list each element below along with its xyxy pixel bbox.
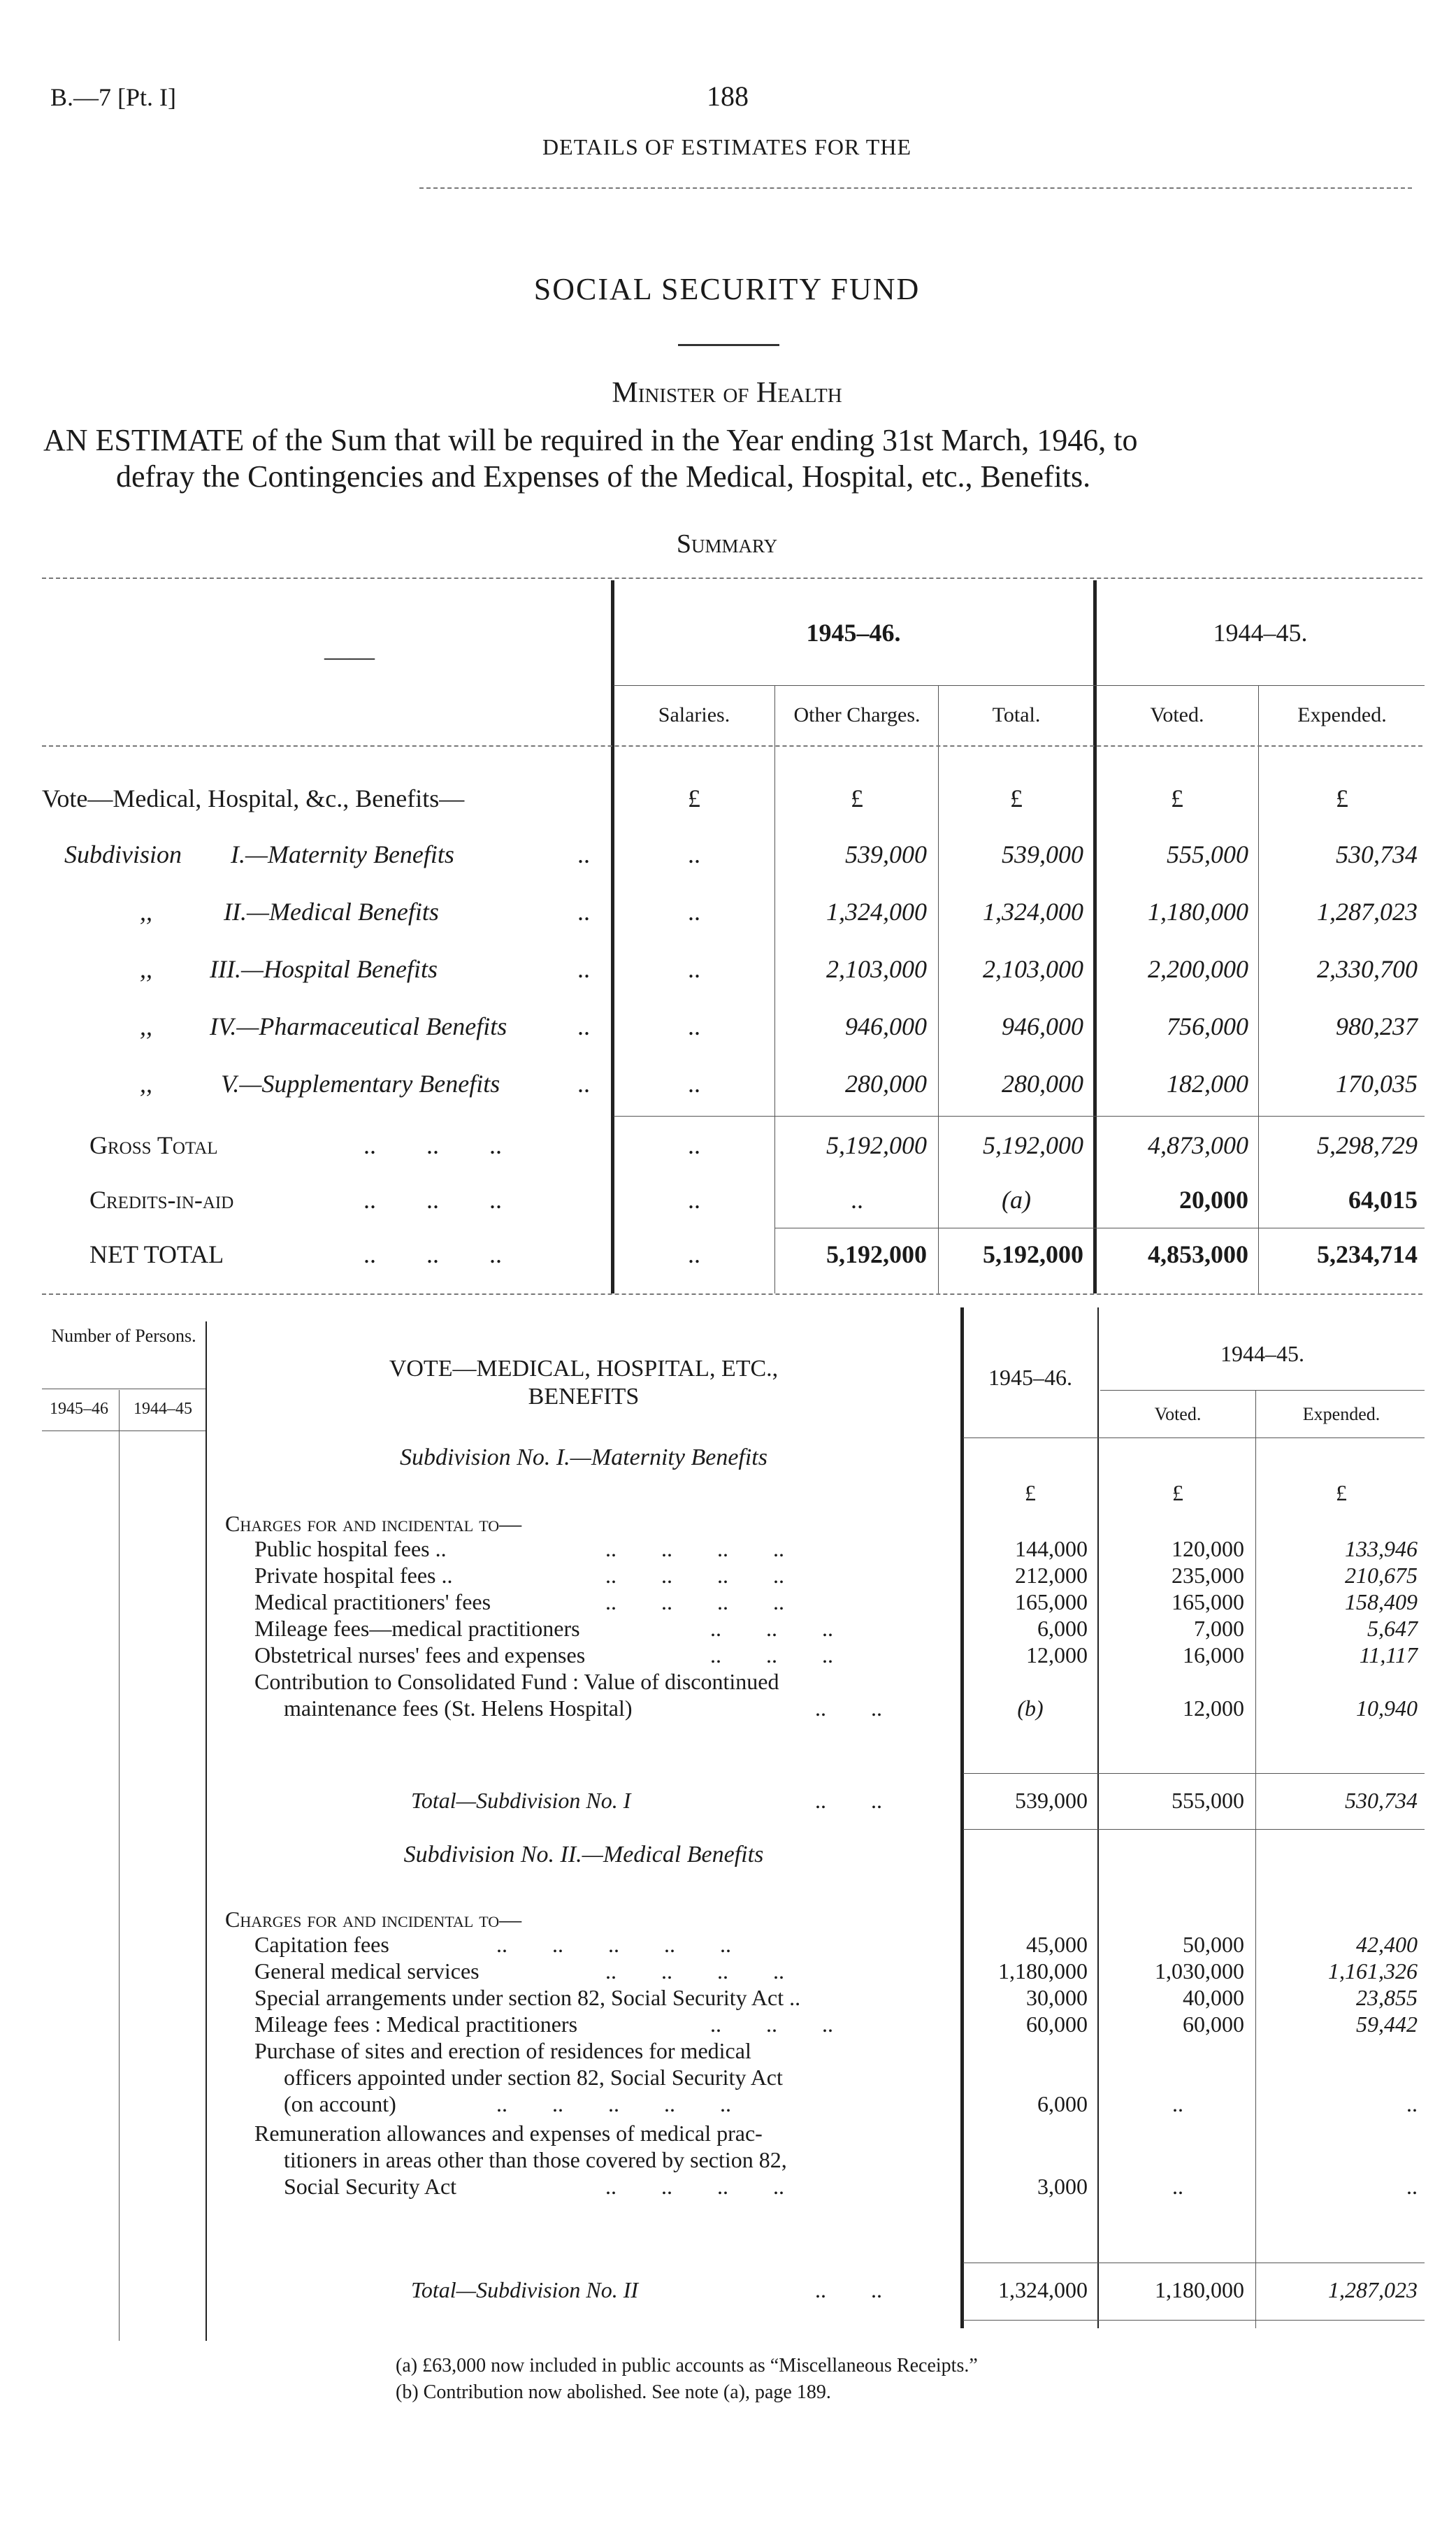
detail-remun-voted: .. bbox=[1172, 2174, 1183, 2199]
summary-net-dots: .. .. .. bbox=[363, 1240, 502, 1268]
detail-item-expended: 11,117 bbox=[1359, 1642, 1418, 1668]
title-rule bbox=[678, 344, 779, 346]
detail-item-label: Obstetrical nurses' fees and expenses bbox=[254, 1642, 586, 1668]
summary-row-salaries: .. bbox=[688, 898, 700, 926]
summary-row-voted: 756,000 bbox=[1167, 1012, 1248, 1040]
detail-remun-dots: .. .. .. .. bbox=[605, 2174, 784, 2199]
detail-item-voted: 40,000 bbox=[1183, 1985, 1244, 2010]
summary-row-voted: 1,180,000 bbox=[1148, 898, 1248, 926]
summary-row-expended: 530,734 bbox=[1336, 840, 1418, 868]
summary-col-total: Total. bbox=[992, 703, 1041, 726]
summary-row-salaries: .. bbox=[688, 1070, 700, 1098]
summary-row-other: 1,324,000 bbox=[826, 898, 927, 926]
detail-persons-heading: Number of Persons. bbox=[51, 1326, 196, 1346]
summary-vline-expended bbox=[1258, 685, 1259, 1293]
summary-col-1945: 1945–46. bbox=[806, 619, 901, 647]
summary-row-label: III.—Hospital Benefits bbox=[210, 955, 438, 983]
detail-sub2-bottom-rule bbox=[963, 2320, 1425, 2321]
detail-item-expended: 42,400 bbox=[1356, 1932, 1418, 1957]
summary-col-expended: Expended. bbox=[1297, 703, 1387, 726]
detail-year-rule bbox=[1100, 1390, 1425, 1391]
summary-row-label: V.—Supplementary Benefits bbox=[221, 1070, 500, 1098]
summary-row-expended: 1,287,023 bbox=[1317, 898, 1418, 926]
detail-item-dots: .. .. .. .. bbox=[605, 1536, 784, 1561]
detail-vote-title-1: VOTE—MEDICAL, HOSPITAL, ETC., bbox=[389, 1356, 779, 1382]
summary-stub-dash: —— bbox=[324, 643, 375, 671]
summary-gross-label: Gross Total bbox=[89, 1131, 218, 1159]
detail-sub1-charges: Charges for and incidental to— bbox=[225, 1511, 522, 1536]
detail-item-label: Capitation fees bbox=[254, 1932, 389, 1957]
summary-col-voted: Voted. bbox=[1150, 703, 1204, 726]
summary-gross-voted: 4,873,000 bbox=[1148, 1131, 1248, 1159]
detail-sub2-total-current: 1,324,000 bbox=[998, 2277, 1088, 2302]
detail-vote-title-2: BENEFITS bbox=[528, 1384, 640, 1410]
summary-row-dots: .. bbox=[577, 1070, 590, 1098]
detail-contrib-line-1: Contribution to Consolidated Fund : Value of discontinued bbox=[254, 1669, 779, 1694]
detail-purchase-current: 6,000 bbox=[1037, 2091, 1088, 2116]
detail-persons-1945: 1945–46 bbox=[50, 1400, 108, 1418]
detail-sub2-total-dots: .. .. bbox=[815, 2277, 882, 2302]
detail-remun-expended: .. bbox=[1406, 2174, 1418, 2199]
summary-row-label: II.—Medical Benefits bbox=[224, 898, 439, 926]
summary-col-1944: 1944–45. bbox=[1213, 619, 1308, 647]
detail-sub1-total-expended: 530,734 bbox=[1345, 1788, 1418, 1813]
detail-col-1945: 1945–46. bbox=[988, 1365, 1072, 1390]
detail-sub1-title: Subdivision No. I.—Maternity Benefits bbox=[400, 1444, 767, 1470]
detail-item-dots: .. .. .. bbox=[710, 2012, 833, 2037]
summary-net-salaries: .. bbox=[688, 1240, 700, 1268]
detail-item-expended: 59,442 bbox=[1356, 2012, 1418, 2037]
summary-gross-other: 5,192,000 bbox=[826, 1131, 927, 1159]
summary-row-sub: ,, bbox=[140, 898, 152, 926]
detail-vline-persons bbox=[119, 1390, 120, 2341]
detail-item-current: 1,180,000 bbox=[998, 1958, 1088, 1984]
detail-sub2-charges: Charges for and incidental to— bbox=[225, 1907, 522, 1932]
detail-item-expended: 210,675 bbox=[1345, 1563, 1418, 1588]
summary-row-salaries: .. bbox=[688, 840, 700, 868]
detail-item-expended: 5,647 bbox=[1367, 1616, 1418, 1641]
report-reference: B.—7 [Pt. I] bbox=[50, 83, 176, 111]
summary-net-total: 5,192,000 bbox=[983, 1240, 1083, 1268]
detail-purchase-dots: .. .. .. .. .. bbox=[496, 2091, 731, 2116]
detail-item-voted: 165,000 bbox=[1172, 1589, 1244, 1614]
summary-row-voted: 2,200,000 bbox=[1148, 955, 1248, 983]
detail-item-voted: 1,030,000 bbox=[1155, 1958, 1244, 1984]
detail-item-voted: 235,000 bbox=[1172, 1563, 1244, 1588]
detail-pound-expended: £ bbox=[1336, 1480, 1347, 1505]
summary-pound-other: £ bbox=[851, 784, 863, 812]
detail-purchase-expended: .. bbox=[1406, 2091, 1418, 2116]
detail-item-dots: .. .. .. .. bbox=[605, 1563, 784, 1588]
detail-remun-current: 3,000 bbox=[1037, 2174, 1088, 2199]
detail-item-current: 30,000 bbox=[1026, 1985, 1088, 2010]
detail-purchase-line-3: (on account) bbox=[284, 2091, 396, 2116]
summary-gross-dots: .. .. .. bbox=[363, 1131, 502, 1159]
detail-sub1-total-label: Total—Subdivision No. I bbox=[411, 1788, 631, 1813]
detail-col-1944: 1944–45. bbox=[1220, 1341, 1304, 1366]
estimate-line-2-text: defray the Contingencies and Expenses of the Medical, Hospital, etc., Benefits. bbox=[116, 459, 1091, 494]
detail-sub2-total-voted: 1,180,000 bbox=[1155, 2277, 1244, 2302]
summary-row-other: 946,000 bbox=[845, 1012, 927, 1040]
summary-row-sub: ,, bbox=[140, 1070, 152, 1098]
summary-row-salaries: .. bbox=[688, 955, 700, 983]
detail-item-current: 45,000 bbox=[1026, 1932, 1088, 1957]
detail-item-current: 165,000 bbox=[1015, 1589, 1088, 1614]
detail-item-label: Medical practitioners' fees bbox=[254, 1589, 491, 1614]
detail-sub1-total-dots: .. .. bbox=[815, 1788, 882, 1813]
detail-item-dots: .. .. .. .. .. bbox=[496, 1932, 731, 1957]
detail-item-voted: 50,000 bbox=[1183, 1932, 1244, 1957]
detail-vline-expended bbox=[1255, 1390, 1256, 2328]
detail-vline-years bbox=[1097, 1307, 1099, 2328]
summary-credits-dots: .. .. .. bbox=[363, 1186, 502, 1214]
detail-contrib-voted: 12,000 bbox=[1183, 1695, 1244, 1721]
detail-pound-current: £ bbox=[1025, 1480, 1036, 1505]
summary-credits-label: Credits-in-aid bbox=[89, 1186, 234, 1214]
detail-item-expended: 158,409 bbox=[1345, 1589, 1418, 1614]
detail-contrib-current: (b) bbox=[1017, 1695, 1044, 1721]
detail-sub1-bottom-rule bbox=[963, 1829, 1425, 1830]
detail-remun-line-2: titioners in areas other than those covered by section 82, bbox=[284, 2147, 787, 2172]
summary-row-total: 2,103,000 bbox=[983, 955, 1083, 983]
detail-item-label: General medical services bbox=[254, 1958, 480, 1984]
summary-credits-voted: 20,000 bbox=[1179, 1186, 1248, 1214]
detail-sub2-total-label: Total—Subdivision No. II bbox=[411, 2277, 639, 2302]
summary-pound-expended: £ bbox=[1336, 784, 1348, 812]
detail-item-expended: 1,161,326 bbox=[1328, 1958, 1418, 1984]
summary-row-sub: ,, bbox=[140, 955, 152, 983]
header-rule bbox=[419, 187, 1412, 189]
detail-item-current: 60,000 bbox=[1026, 2012, 1088, 2037]
summary-row-total: 539,000 bbox=[1002, 840, 1083, 868]
detail-item-current: 6,000 bbox=[1037, 1616, 1088, 1641]
detail-item-label: Mileage fees—medical practitioners bbox=[254, 1616, 580, 1641]
summary-row-voted: 555,000 bbox=[1167, 840, 1248, 868]
summary-net-other: 5,192,000 bbox=[826, 1240, 927, 1268]
detail-remun-line-3: Social Security Act bbox=[284, 2174, 457, 2199]
summary-row-label: I.—Maternity Benefits bbox=[231, 840, 454, 868]
summary-credits-expended: 64,015 bbox=[1348, 1186, 1418, 1214]
detail-sub1-total-current: 539,000 bbox=[1015, 1788, 1088, 1813]
detail-sub2-title: Subdivision No. II.—Medical Benefits bbox=[403, 1842, 764, 1867]
detail-item-voted: 7,000 bbox=[1194, 1616, 1244, 1641]
summary-row-total: 946,000 bbox=[1002, 1012, 1083, 1040]
summary-net-label: NET TOTAL bbox=[89, 1240, 224, 1268]
summary-top-rule bbox=[42, 578, 1422, 579]
footnote-b: (b) Contribution now abolished. See note (a), page 189. bbox=[396, 2381, 831, 2403]
estimate-line-2 bbox=[116, 459, 1444, 494]
detail-item-voted: 60,000 bbox=[1183, 2012, 1244, 2037]
page-subtitle: DETAILS OF ESTIMATES FOR THE bbox=[542, 134, 911, 159]
detail-contrib-expended: 10,940 bbox=[1356, 1695, 1418, 1721]
summary-row-dots: .. bbox=[577, 1012, 590, 1040]
detail-sub1-total-voted: 555,000 bbox=[1172, 1788, 1244, 1813]
summary-vline-total bbox=[938, 685, 939, 1293]
detail-item-label: Public hospital fees .. bbox=[254, 1536, 447, 1561]
detail-item-label: Private hospital fees .. bbox=[254, 1563, 453, 1588]
summary-credits-total: (a) bbox=[1002, 1186, 1031, 1214]
detail-col-expended: Expended. bbox=[1302, 1404, 1381, 1424]
summary-pound-total: £ bbox=[1010, 784, 1023, 812]
detail-item-dots: .. .. .. bbox=[710, 1642, 833, 1668]
detail-item-current: 144,000 bbox=[1015, 1536, 1088, 1561]
footnote-a: (a) £63,000 now included in public accounts as “Miscellaneous Receipts.” bbox=[396, 2355, 978, 2376]
detail-persons-1944: 1944–45 bbox=[134, 1400, 192, 1418]
summary-row-dots: .. bbox=[577, 898, 590, 926]
summary-gross-expended: 5,298,729 bbox=[1317, 1131, 1418, 1159]
detail-sub1-total-rule bbox=[963, 1773, 1425, 1774]
summary-vote-label: Vote—Medical, Hospital, &c., Benefits— bbox=[42, 784, 465, 812]
summary-row-total: 280,000 bbox=[1002, 1070, 1083, 1098]
detail-sub2-total-expended: 1,287,023 bbox=[1328, 2277, 1418, 2302]
summary-row-other: 2,103,000 bbox=[826, 955, 927, 983]
detail-vline-persons-right bbox=[206, 1321, 207, 2341]
summary-col-salaries: Salaries. bbox=[658, 703, 730, 726]
detail-remun-line-1: Remuneration allowances and expenses of medical prac- bbox=[254, 2121, 763, 2146]
summary-head-bottom-rule bbox=[42, 745, 1422, 747]
summary-row-dots: .. bbox=[577, 955, 590, 983]
detail-purchase-line-1: Purchase of sites and erection of residences for medical bbox=[254, 2038, 751, 2063]
summary-bottom-rule bbox=[42, 1293, 1422, 1295]
summary-net-expended: 5,234,714 bbox=[1317, 1240, 1418, 1268]
minister-heading: Minister of Health bbox=[612, 377, 842, 409]
detail-item-label: Special arrangements under section 82, Social Security Act .. bbox=[254, 1985, 801, 2010]
summary-subhead-rule bbox=[614, 685, 1425, 686]
summary-heading: Summary bbox=[676, 529, 778, 559]
detail-purchase-voted: .. bbox=[1172, 2091, 1183, 2116]
summary-row-sub: Subdivision bbox=[64, 840, 182, 868]
detail-col-voted: Voted. bbox=[1154, 1404, 1202, 1424]
summary-pound-voted: £ bbox=[1171, 784, 1183, 812]
summary-col-other: Other Charges. bbox=[793, 703, 921, 726]
detail-item-voted: 120,000 bbox=[1172, 1536, 1244, 1561]
summary-row-salaries: .. bbox=[688, 1012, 700, 1040]
detail-item-current: 212,000 bbox=[1015, 1563, 1088, 1588]
summary-row-other: 280,000 bbox=[845, 1070, 927, 1098]
summary-row-dots: .. bbox=[577, 840, 590, 868]
detail-item-dots: .. .. .. .. bbox=[605, 1589, 784, 1614]
detail-item-dots: .. .. .. .. bbox=[605, 1958, 784, 1984]
detail-item-dots: .. .. .. bbox=[710, 1616, 833, 1641]
summary-row-expended: 2,330,700 bbox=[1317, 955, 1418, 983]
summary-gross-total: 5,192,000 bbox=[983, 1131, 1083, 1159]
detail-item-expended: 23,855 bbox=[1356, 1985, 1418, 2010]
detail-item-current: 12,000 bbox=[1026, 1642, 1088, 1668]
detail-item-expended: 133,946 bbox=[1345, 1536, 1418, 1561]
summary-gross-salaries: .. bbox=[688, 1131, 700, 1159]
summary-credits-salaries: .. bbox=[688, 1186, 700, 1214]
summary-net-voted: 4,853,000 bbox=[1148, 1240, 1248, 1268]
detail-head-rule bbox=[963, 1437, 1425, 1438]
summary-row-sub: ,, bbox=[140, 1012, 152, 1040]
fund-title: SOCIAL SECURITY FUND bbox=[533, 272, 921, 306]
summary-row-total: 1,324,000 bbox=[983, 898, 1083, 926]
detail-pound-voted: £ bbox=[1172, 1480, 1183, 1505]
detail-contrib-line-2: maintenance fees (St. Helens Hospital) bbox=[284, 1695, 633, 1721]
summary-row-label: IV.—Pharmaceutical Benefits bbox=[210, 1012, 507, 1040]
detail-contrib-dots: .. .. bbox=[815, 1695, 882, 1721]
summary-row-voted: 182,000 bbox=[1167, 1070, 1248, 1098]
summary-vline-other bbox=[774, 685, 775, 1293]
summary-gross-rule bbox=[614, 1116, 1425, 1117]
summary-row-expended: 980,237 bbox=[1336, 1012, 1418, 1040]
summary-row-expended: 170,035 bbox=[1336, 1070, 1418, 1098]
detail-purchase-line-2: officers appointed under section 82, Social Security Act bbox=[284, 2065, 783, 2090]
detail-item-label: Mileage fees : Medical practitioners bbox=[254, 2012, 578, 2037]
estimate-line-1: AN ESTIMATE of the Sum that will be required in the Year ending 31st March, 1946, to bbox=[43, 423, 1138, 457]
summary-pound-salaries: £ bbox=[688, 784, 700, 812]
page-number: 188 bbox=[707, 80, 749, 112]
detail-item-voted: 16,000 bbox=[1183, 1642, 1244, 1668]
summary-row-other: 539,000 bbox=[845, 840, 927, 868]
summary-credits-other: .. bbox=[851, 1186, 863, 1214]
